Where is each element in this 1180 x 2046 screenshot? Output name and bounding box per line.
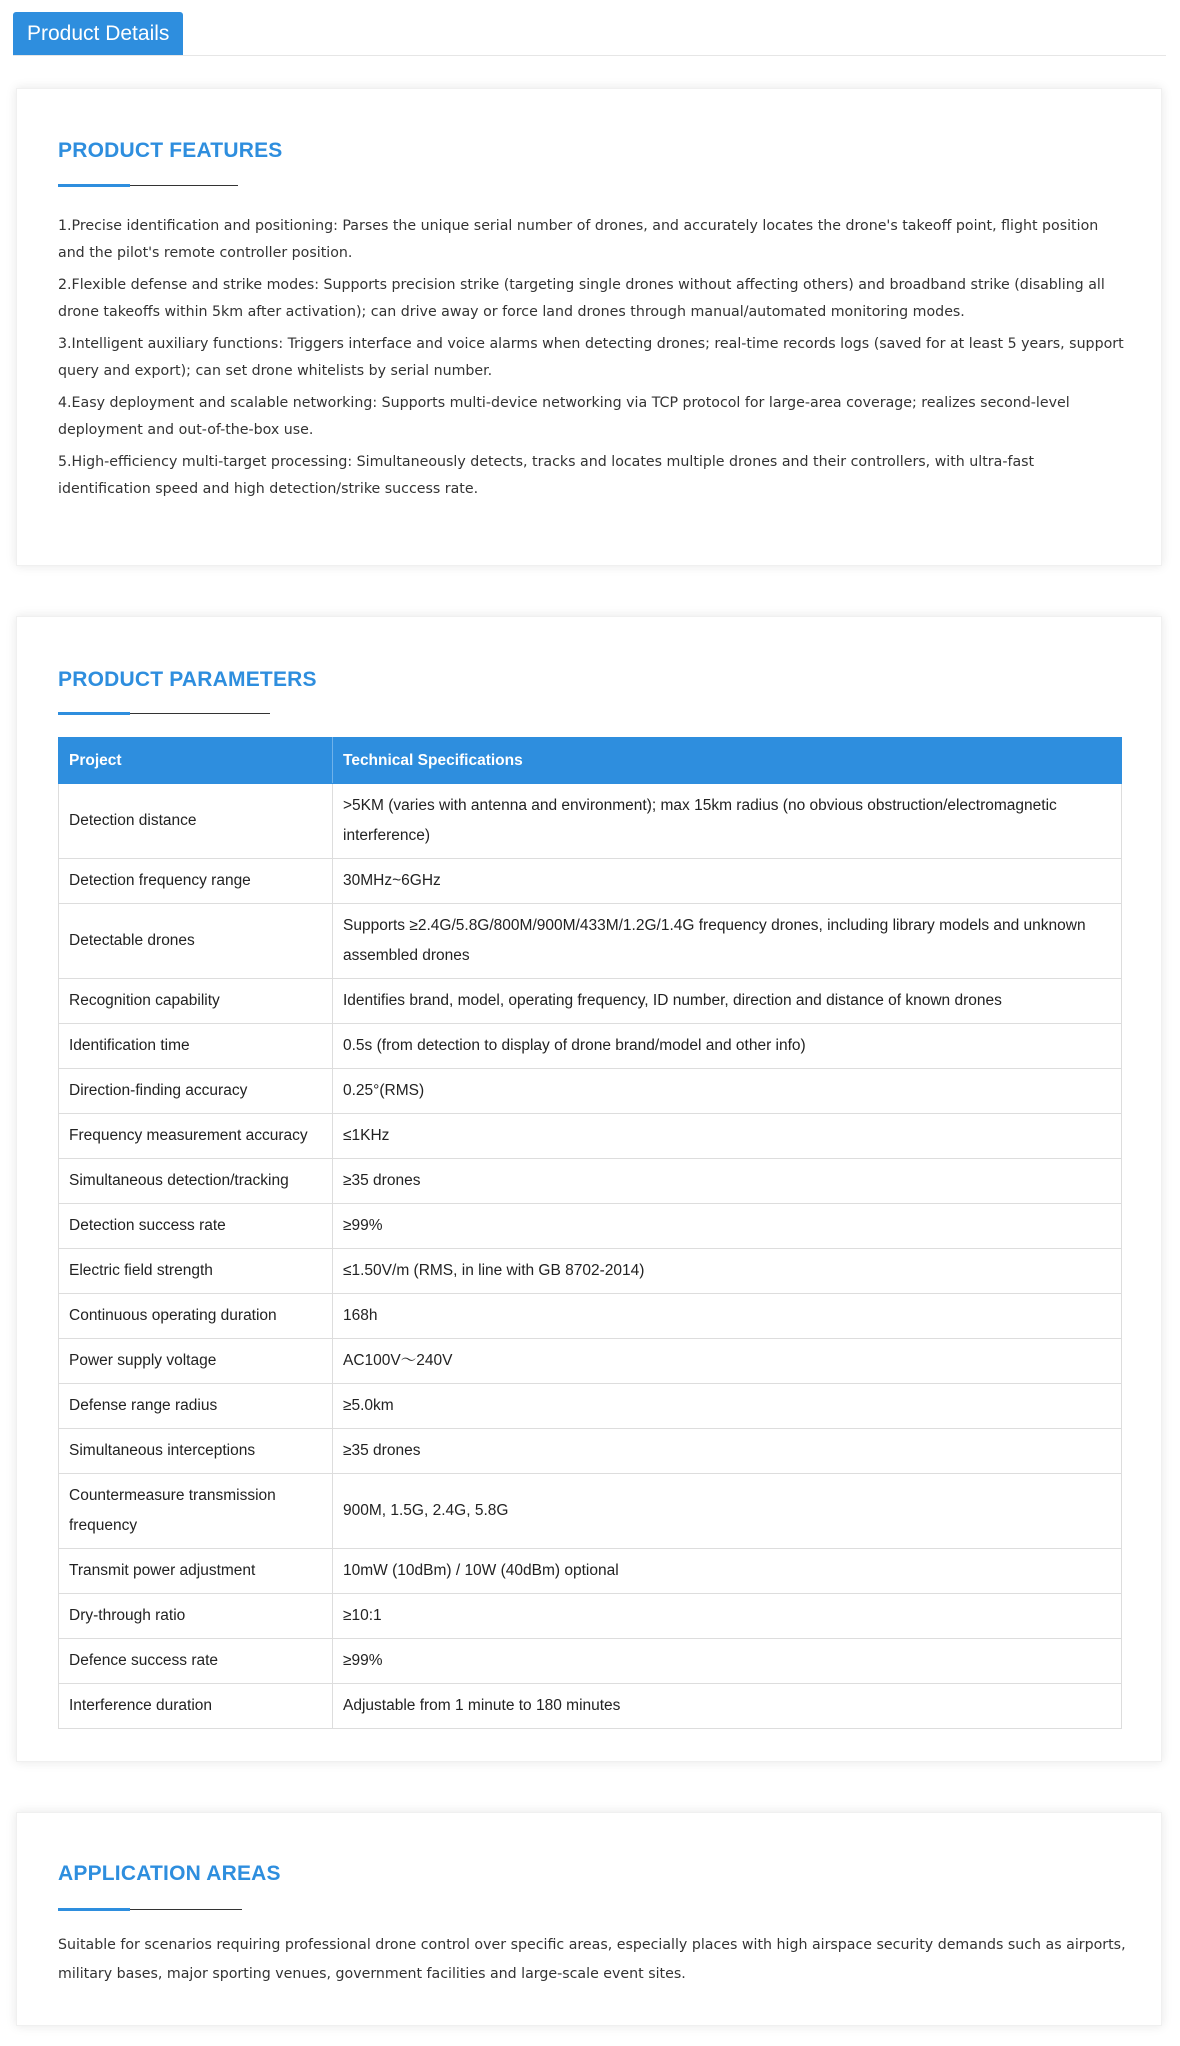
param-value-cell: ≥99% — [333, 1204, 1122, 1249]
application-title-underline — [58, 1909, 242, 1910]
table-row — [59, 904, 1122, 979]
param-value-cell: 168h — [333, 1294, 1122, 1339]
table-row — [59, 1384, 1122, 1429]
param-name-cell: Frequency measurement accuracy — [59, 1114, 333, 1159]
table-row — [59, 1024, 1122, 1069]
feature-item: 2.Flexible defense and strike modes: Supports precision strike (targeting single drones without affecting others) and broadband strike (disabling all drone takeoffs within 5km after activation); can drive away or force land drones through manual/automated monitoring modes. — [58, 277, 1105, 320]
parameters-title: PRODUCT PARAMETERS — [58, 668, 317, 691]
table-row — [59, 1159, 1122, 1204]
param-value-cell: Identifies brand, model, operating frequency, ID number, direction and distance of known drones — [333, 979, 1122, 1024]
features-list — [58, 213, 1128, 508]
param-value-cell: Adjustable from 1 minute to 180 minutes — [333, 1684, 1122, 1729]
param-value-cell: AC100V～240V — [333, 1339, 1122, 1384]
features-card — [16, 88, 1162, 566]
param-name-cell: Simultaneous interceptions — [59, 1429, 333, 1474]
param-value-cell: ≥10:1 — [333, 1594, 1122, 1639]
param-name-cell: Countermeasure transmission frequency — [59, 1474, 333, 1549]
param-name-cell: Detection success rate — [59, 1204, 333, 1249]
param-value-cell: ≤1KHz — [333, 1114, 1122, 1159]
table-header-row — [59, 738, 1122, 784]
param-value-cell: ≤1.50V/m (RMS, in line with GB 8702-2014) — [333, 1249, 1122, 1294]
param-name-cell: Continuous operating duration — [59, 1294, 333, 1339]
feature-item: 5.High-efficiency multi-target processing: Simultaneously detects, tracks and locates multiple drones and their controllers, with ultra-fast identification speed and high detection/strike success rate. — [58, 454, 1035, 497]
param-name-cell: Detection distance — [59, 784, 333, 859]
feature-item: 3.Intelligent auxiliary functions: Triggers interface and voice alarms when detecting drones; real-time records logs (saved for at least 5 years, support query and export); can set drone whitelists by serial number. — [58, 336, 1124, 379]
param-name-cell: Detectable drones — [59, 904, 333, 979]
param-value-cell: 900M, 1.5G, 2.4G, 5.8G — [333, 1474, 1122, 1549]
param-name-cell: Detection frequency range — [59, 859, 333, 904]
param-name-cell: Recognition capability — [59, 979, 333, 1024]
application-description: Suitable for scenarios requiring professional drone control over specific areas, especially places with high airspace security demands such as airports, military bases, major sporting venues, government facilities and large-scale event sites. — [58, 1937, 1126, 1982]
param-name-cell: Power supply voltage — [59, 1339, 333, 1384]
param-value-cell: ≥35 drones — [333, 1429, 1122, 1474]
param-value-cell: 0.5s (from detection to display of drone brand/model and other info) — [333, 1024, 1122, 1069]
table-row — [59, 1339, 1122, 1384]
param-name-cell: Interference duration — [59, 1684, 333, 1729]
table-row — [59, 1549, 1122, 1594]
table-row — [59, 1684, 1122, 1729]
header-project: Project — [59, 738, 333, 784]
param-value-cell: 10mW (10dBm) / 10W (40dBm) optional — [333, 1549, 1122, 1594]
param-name-cell: Transmit power adjustment — [59, 1549, 333, 1594]
application-card — [16, 1812, 1162, 2026]
parameters-card — [16, 616, 1162, 1762]
param-name-cell: Dry-through ratio — [59, 1594, 333, 1639]
table-row — [59, 784, 1122, 859]
param-name-cell: Direction-finding accuracy — [59, 1069, 333, 1114]
table-row — [59, 1429, 1122, 1474]
table-row — [59, 1639, 1122, 1684]
parameters-table — [58, 737, 1122, 1729]
param-name-cell: Defense range radius — [59, 1384, 333, 1429]
param-name-cell: Defence success rate — [59, 1639, 333, 1684]
feature-item: 1.Precise identification and positioning: Parses the unique serial number of drones, and accurately locates the drone's takeoff point, flight position and the pilot's remote controller position. — [58, 218, 1099, 261]
param-value-cell: ≥99% — [333, 1639, 1122, 1684]
table-row — [59, 1294, 1122, 1339]
feature-item: 4.Easy deployment and scalable networking: Supports multi-device networking via TCP protocol for large-area coverage; realizes second-level deployment and out-of-the-box use. — [58, 395, 1070, 438]
param-value-cell: ≥5.0km — [333, 1384, 1122, 1429]
header-technical-specifications: Technical Specifications — [333, 738, 1122, 784]
table-row — [59, 1594, 1122, 1639]
param-name-cell: Electric field strength — [59, 1249, 333, 1294]
param-value-cell: 0.25°(RMS) — [333, 1069, 1122, 1114]
features-title: PRODUCT FEATURES — [58, 139, 283, 162]
application-title: APPLICATION AREAS — [58, 1862, 281, 1885]
param-value-cell: ≥35 drones — [333, 1159, 1122, 1204]
tab-bar — [13, 12, 1166, 56]
param-value-cell: 30MHz~6GHz — [333, 859, 1122, 904]
table-row — [59, 1114, 1122, 1159]
table-row — [59, 1474, 1122, 1549]
parameters-table-body — [59, 784, 1122, 1729]
table-row — [59, 1204, 1122, 1249]
table-row — [59, 979, 1122, 1024]
param-value-cell: >5KM (varies with antenna and environment); max 15km radius (no obvious obstruction/electromagnetic interference) — [333, 784, 1122, 859]
parameters-title-underline — [58, 713, 270, 714]
features-title-underline — [58, 185, 238, 186]
param-name-cell: Simultaneous detection/tracking — [59, 1159, 333, 1204]
table-row — [59, 859, 1122, 904]
table-row — [59, 1249, 1122, 1294]
param-name-cell: Identification time — [59, 1024, 333, 1069]
tab-product-details[interactable]: Product Details — [13, 12, 183, 55]
param-value-cell: Supports ≥2.4G/5.8G/800M/900M/433M/1.2G/1.4G frequency drones, including library models and unknown assembled drones — [333, 904, 1122, 979]
table-row — [59, 1069, 1122, 1114]
